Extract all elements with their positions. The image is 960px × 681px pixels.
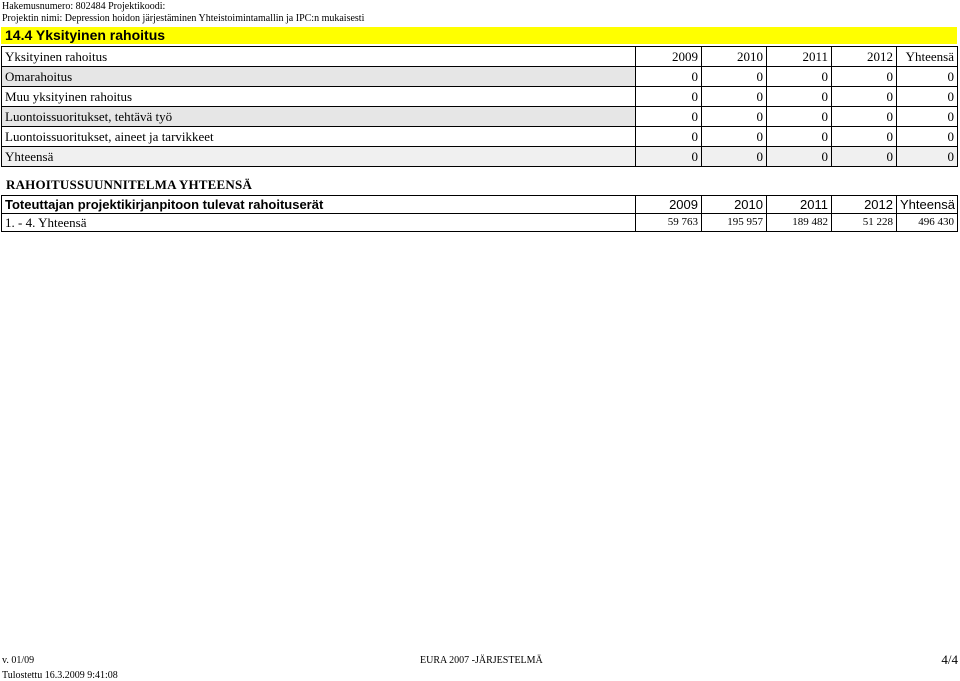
cell-value: 0 [702, 147, 767, 167]
row-label: 1. - 4. Yhteensä [2, 214, 636, 232]
cell-value: 0 [832, 107, 897, 127]
cell-value: 0 [767, 127, 832, 147]
table-header-row [2, 47, 958, 67]
cell-value: 0 [897, 87, 958, 107]
cell-value: 0 [767, 107, 832, 127]
column-header: 2012 [832, 47, 897, 67]
cell-value: 0 [832, 127, 897, 147]
cell-value: 0 [702, 87, 767, 107]
cell-value: 195 957 [702, 214, 767, 232]
cell-value: 0 [636, 127, 702, 147]
cell-value: 51 228 [832, 214, 897, 232]
cell-value: 59 763 [636, 214, 702, 232]
cell-value: 0 [832, 147, 897, 167]
application-number: Hakemusnumero: 802484 Projektikoodi: [2, 1, 166, 12]
cell-value: 0 [636, 87, 702, 107]
funding-plan-table [1, 195, 958, 232]
cell-value: 0 [767, 87, 832, 107]
cell-value: 0 [897, 67, 958, 87]
version-label: v. 01/09 [2, 655, 35, 666]
project-name: Projektin nimi: Depression hoidon järjestäminen Yhteistoimintamallin ja IPC:n mukaisesti [2, 13, 365, 24]
cell-value: 0 [832, 67, 897, 87]
table-row [2, 87, 958, 107]
cell-value: 189 482 [767, 214, 832, 232]
row-label: Muu yksityinen rahoitus [2, 87, 636, 107]
cell-value: 0 [636, 147, 702, 167]
row-label: Luontoissuoritukset, aineet ja tarvikkeet [2, 127, 636, 147]
page-number: 4/4 [941, 652, 958, 667]
print-timestamp: Tulostettu 16.3.2009 9:41:08 [2, 670, 118, 681]
cell-value: 0 [702, 127, 767, 147]
column-header: 2010 [702, 47, 767, 67]
private-funding-table [1, 46, 958, 167]
table-row [2, 107, 958, 127]
cell-value: 0 [767, 147, 832, 167]
cell-value: 0 [897, 127, 958, 147]
cell-value: 0 [767, 67, 832, 87]
cell-value: 0 [636, 67, 702, 87]
plan-title: RAHOITUSSUUNNITELMA YHTEENSÄ [6, 177, 253, 192]
table-row [2, 67, 958, 87]
system-label: EURA 2007 -JÄRJESTELMÄ [420, 655, 543, 666]
cell-value: 0 [636, 107, 702, 127]
column-header: 2009 [636, 196, 702, 214]
total-row [2, 147, 958, 167]
row-label: Luontoissuoritukset, tehtävä työ [2, 107, 636, 127]
cell-value: 0 [702, 107, 767, 127]
column-header: Yhteensä [897, 196, 958, 214]
table-row [2, 127, 958, 147]
section-title: 14.4 Yksityinen rahoitus [1, 27, 957, 44]
column-header: 2011 [767, 196, 832, 214]
table-header-row [2, 196, 958, 214]
cell-value: 0 [897, 147, 958, 167]
cell-value: 0 [897, 107, 958, 127]
cell-value: 0 [702, 67, 767, 87]
column-header: 2009 [636, 47, 702, 67]
column-header: Yksityinen rahoitus [2, 47, 636, 67]
row-label: Yhteensä [2, 147, 636, 167]
column-header: Toteuttajan projektikirjanpitoon tulevat rahoituserät [2, 196, 636, 214]
column-header: 2011 [767, 47, 832, 67]
column-header: Yhteensä [897, 47, 958, 67]
row-label: Omarahoitus [2, 67, 636, 87]
cell-value: 0 [832, 87, 897, 107]
column-header: 2012 [832, 196, 897, 214]
column-header: 2010 [702, 196, 767, 214]
table-row [2, 214, 958, 232]
cell-value: 496 430 [897, 214, 958, 232]
